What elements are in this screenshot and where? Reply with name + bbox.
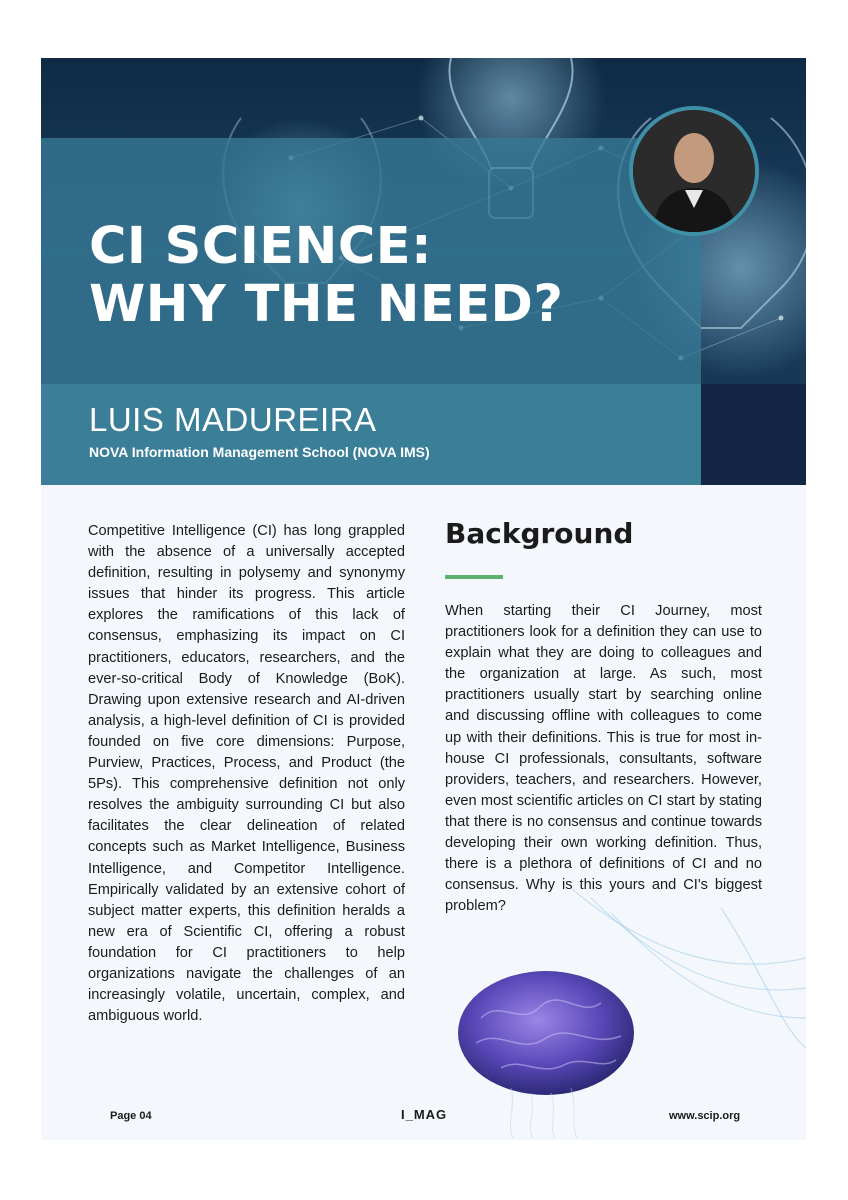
article-title <box>89 218 689 334</box>
magazine-page <box>41 58 806 1140</box>
article-title-line-1: CI SCIENCE: <box>89 217 432 276</box>
abstract-paragraph: Competitive Intelligence (CI) has long grappled with the absence of a universally accepted definition, resulting in polysemy and synonymy issues that hinder its progress. This article explores the ramifications of this lack of consensus, emphasizing its impact on CI practitioners, educators, researchers, and the ever-so-critical Body of Knowledge (BoK). Drawing upon extensive research and AI-driven analysis, a high-level definition of CI is provided founded on five core dimensions: Purpose, Purview, Practices, Process, and Product (the 5Ps). This comprehensive definition not only resolves the ambiguity surrounding CI but also facilitates the clear delineation of related concepts such as Market Intelligence, Business Intelligence, and Competitor Intelligence. Empirically validated by an extensive cohort of subject matter experts, this definition heralds a new era of Scientific CI, offering a robust foundation for CI practitioners to help organizations navigate the challenges of an increasingly volatile, uncertain, complex, and ambiguous world. <box>88 523 405 1025</box>
footer-page-number: Page 04 <box>110 1110 152 1122</box>
article-title-line-2: WHY THE NEED? <box>89 275 564 334</box>
author-avatar <box>629 106 759 236</box>
author-name: LUIS MADUREIRA <box>89 401 377 438</box>
hero-banner <box>41 58 806 485</box>
footer-website: www.scip.org <box>669 1110 741 1122</box>
dark-accent-strip <box>701 384 806 485</box>
background-paragraph: When starting their CI Journey, most practitioners look for a definition they can use to explain what they are doing to colleagues and the organization at large. As such, most practitioners usually start by searching online and discussing offline with colleagues to come up with their definitions. This is true for most in-house CI professionals, consultants, software providers, teachers, and researchers. However, even most scientific articles on CI start by stating that there is no consensus and continue towards developing their own working definition. Thus, there is a plethora of definitions of CI and no consensus. Why is this yours and CI's biggest problem? <box>445 603 762 915</box>
brain-jellyfish-illustration <box>421 888 806 1138</box>
author-affiliation: NOVA Information Management School (NOVA IMS) <box>89 444 430 460</box>
footer-magazine-logo: I_MAG <box>401 1107 448 1122</box>
section-heading: Background <box>445 517 634 550</box>
heading-accent-rule <box>445 575 503 579</box>
